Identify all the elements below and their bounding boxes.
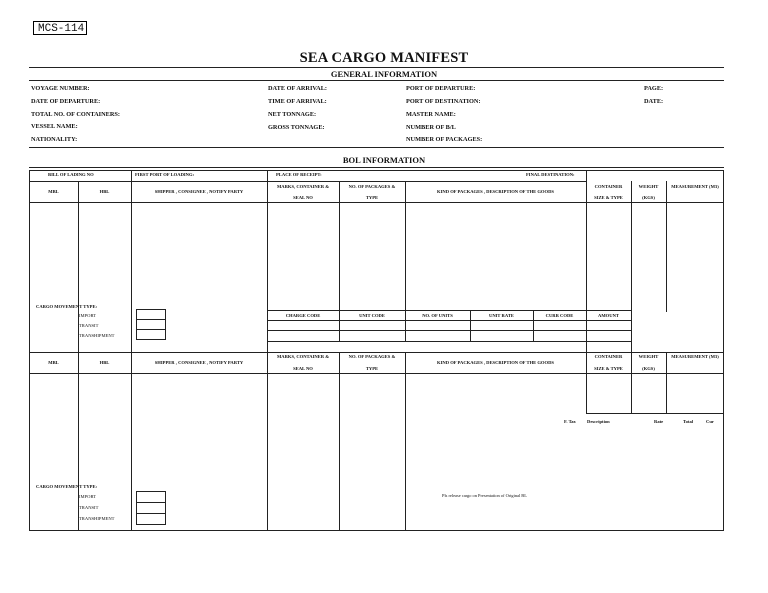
unit-rate-header: UNIT RATE — [489, 313, 514, 318]
transit-label: TRANSIT — [79, 323, 99, 328]
charges-header-line — [267, 320, 631, 321]
col-line — [405, 181, 406, 310]
rate-label: Rate — [654, 419, 664, 424]
transhipment-checkbox[interactable] — [136, 513, 166, 525]
cargo-movement-label: CARGO MOVEMENT TYPE: — [36, 484, 98, 489]
final-destination-label: FINAL DESTINATION: — [526, 172, 575, 177]
marks-header-1: MARKS, CONTAINER & — [276, 184, 330, 189]
no-of-units-header: NO. OF UNITS — [422, 313, 453, 318]
import-label: IMPORT — [79, 494, 97, 499]
col-line — [586, 352, 587, 413]
col-line — [666, 181, 667, 312]
measurement-header: MEASUREMENT (M3) — [671, 184, 719, 189]
date-of-arrival-label: DATE OF ARRIVAL: — [268, 85, 328, 92]
parties-header: SHIPPER , CONSIGNEE , NOTIFY PARTY — [154, 360, 244, 365]
mbl-header: MBL — [48, 189, 59, 194]
title-divider — [29, 67, 724, 68]
date-label: DATE: — [644, 98, 664, 105]
measurement-header: MEASUREMENT (M3) — [671, 354, 719, 359]
col-line — [339, 181, 340, 310]
bol-heading-divider — [29, 167, 724, 168]
marks-header-2: SEAL NO — [293, 366, 313, 371]
packages-header-1: NO. OF PACKAGES & — [348, 184, 396, 189]
col-line — [666, 352, 667, 413]
master-name-label: MASTER NAME: — [406, 111, 456, 118]
description-header: KIND OF PACKAGES , DESCRIPTION OF THE GOODS — [437, 189, 554, 194]
description-header: KIND OF PACKAGES , DESCRIPTION OF THE GOODS — [437, 360, 554, 365]
cur-label: Cur — [706, 419, 714, 424]
port-of-departure-label: PORT OF DEPARTURE: — [406, 85, 476, 92]
number-of-bl-label: NUMBER OF B/L — [406, 124, 456, 131]
container-header-2: SIZE & TYPE — [594, 195, 623, 200]
transhipment-label: TRANSHIPMENT — [79, 333, 115, 338]
page-title: SEA CARGO MANIFEST — [299, 50, 469, 66]
transhipment-checkbox[interactable] — [136, 329, 166, 340]
container-header-1: CONTAINER — [594, 184, 623, 189]
vessel-name-label: VESSEL NAME: — [31, 123, 78, 130]
release-note: Pls release cargo on Presentation of Original BL — [442, 493, 527, 498]
total-label: Total — [683, 419, 694, 424]
curr-code-header: CURR CODE — [545, 313, 574, 318]
cargo-movement-label: CARGO MOVEMENT TYPE: — [36, 304, 98, 309]
col-line — [339, 352, 340, 531]
number-of-packages-label: NUMBER OF PACKAGES: — [406, 136, 483, 143]
weight-header-2: (KGS) — [642, 195, 655, 200]
general-information-heading: GENERAL INFORMATION — [330, 69, 438, 79]
block2-header-divider — [29, 373, 724, 374]
col-line — [131, 181, 132, 352]
parties-header: SHIPPER , CONSIGNEE , NOTIFY PARTY — [154, 189, 244, 194]
nationality-label: NATIONALITY: — [31, 136, 78, 143]
first-port-of-loading-label: FIRST PORT OF LOADING: — [135, 172, 195, 177]
place-of-receipt-label: PLACE OF RECEIPT: — [276, 172, 322, 177]
charge-code-header: CHARGE CODE — [285, 313, 321, 318]
total-containers-label: TOTAL NO. OF CONTAINERS: — [31, 111, 120, 118]
gross-tonnage-label: GROSS TONNAGE: — [268, 124, 325, 131]
weight-header-2: (KGS) — [642, 366, 655, 371]
block-separator — [29, 352, 724, 353]
net-tonnage-label: NET TONNAGE: — [268, 111, 317, 118]
marks-header-2: SEAL NO — [293, 195, 313, 200]
container-header-1: CONTAINER — [594, 354, 623, 359]
transit-label: TRANSIT — [79, 505, 99, 510]
charges-top-line — [267, 310, 631, 311]
general-information-divider — [29, 80, 724, 81]
hbl-header: HBL — [99, 189, 110, 194]
packages-header-2: TYPE — [365, 195, 379, 200]
col-line — [631, 181, 632, 352]
f-tax-label: F. Tax — [564, 419, 576, 424]
general-information-bottom-rule — [29, 147, 724, 148]
hbl-header: HBL — [99, 360, 110, 365]
bol-table — [29, 170, 724, 531]
col-line — [267, 170, 268, 352]
bol-top-row-divider — [29, 181, 586, 182]
col-line — [131, 352, 132, 531]
col-line — [586, 170, 587, 181]
col-line — [405, 352, 406, 531]
col-line — [631, 352, 632, 413]
freight-box-line — [586, 413, 724, 414]
date-of-departure-label: DATE OF DEPARTURE: — [31, 98, 101, 105]
bill-of-lading-no-label: BILL OF LADING NO — [48, 172, 94, 177]
packages-header-2: TYPE — [365, 366, 379, 371]
mbl-header: MBL — [48, 360, 59, 365]
col-line — [131, 170, 132, 181]
transhipment-label: TRANSHIPMENT — [79, 516, 115, 521]
col-line — [267, 352, 268, 531]
form-code: MCS-114 — [33, 21, 87, 35]
time-of-arrival-label: TIME OF ARRIVAL: — [268, 98, 327, 105]
freight-description-label: Description — [587, 419, 610, 424]
voyage-number-label: VOYAGE NUMBER: — [31, 85, 90, 92]
page-label: PAGE: — [644, 85, 664, 92]
col-line — [586, 181, 587, 352]
amount-header: AMOUNT — [598, 313, 619, 318]
packages-header-1: NO. OF PACKAGES & — [348, 354, 396, 359]
marks-header-1: MARKS, CONTAINER & — [276, 354, 330, 359]
charges-row-line — [267, 330, 631, 331]
weight-header-1: WEIGHT — [638, 184, 659, 189]
bol-information-heading: BOL INFORMATION — [342, 155, 426, 165]
charges-row-line — [267, 341, 631, 342]
block1-header-divider — [29, 202, 724, 203]
import-label: IMPORT — [79, 313, 97, 318]
weight-header-1: WEIGHT — [638, 354, 659, 359]
container-header-2: SIZE & TYPE — [594, 366, 623, 371]
unit-code-header: UNIT CODE — [359, 313, 385, 318]
port-of-destination-label: PORT OF DESTINATION: — [406, 98, 481, 105]
